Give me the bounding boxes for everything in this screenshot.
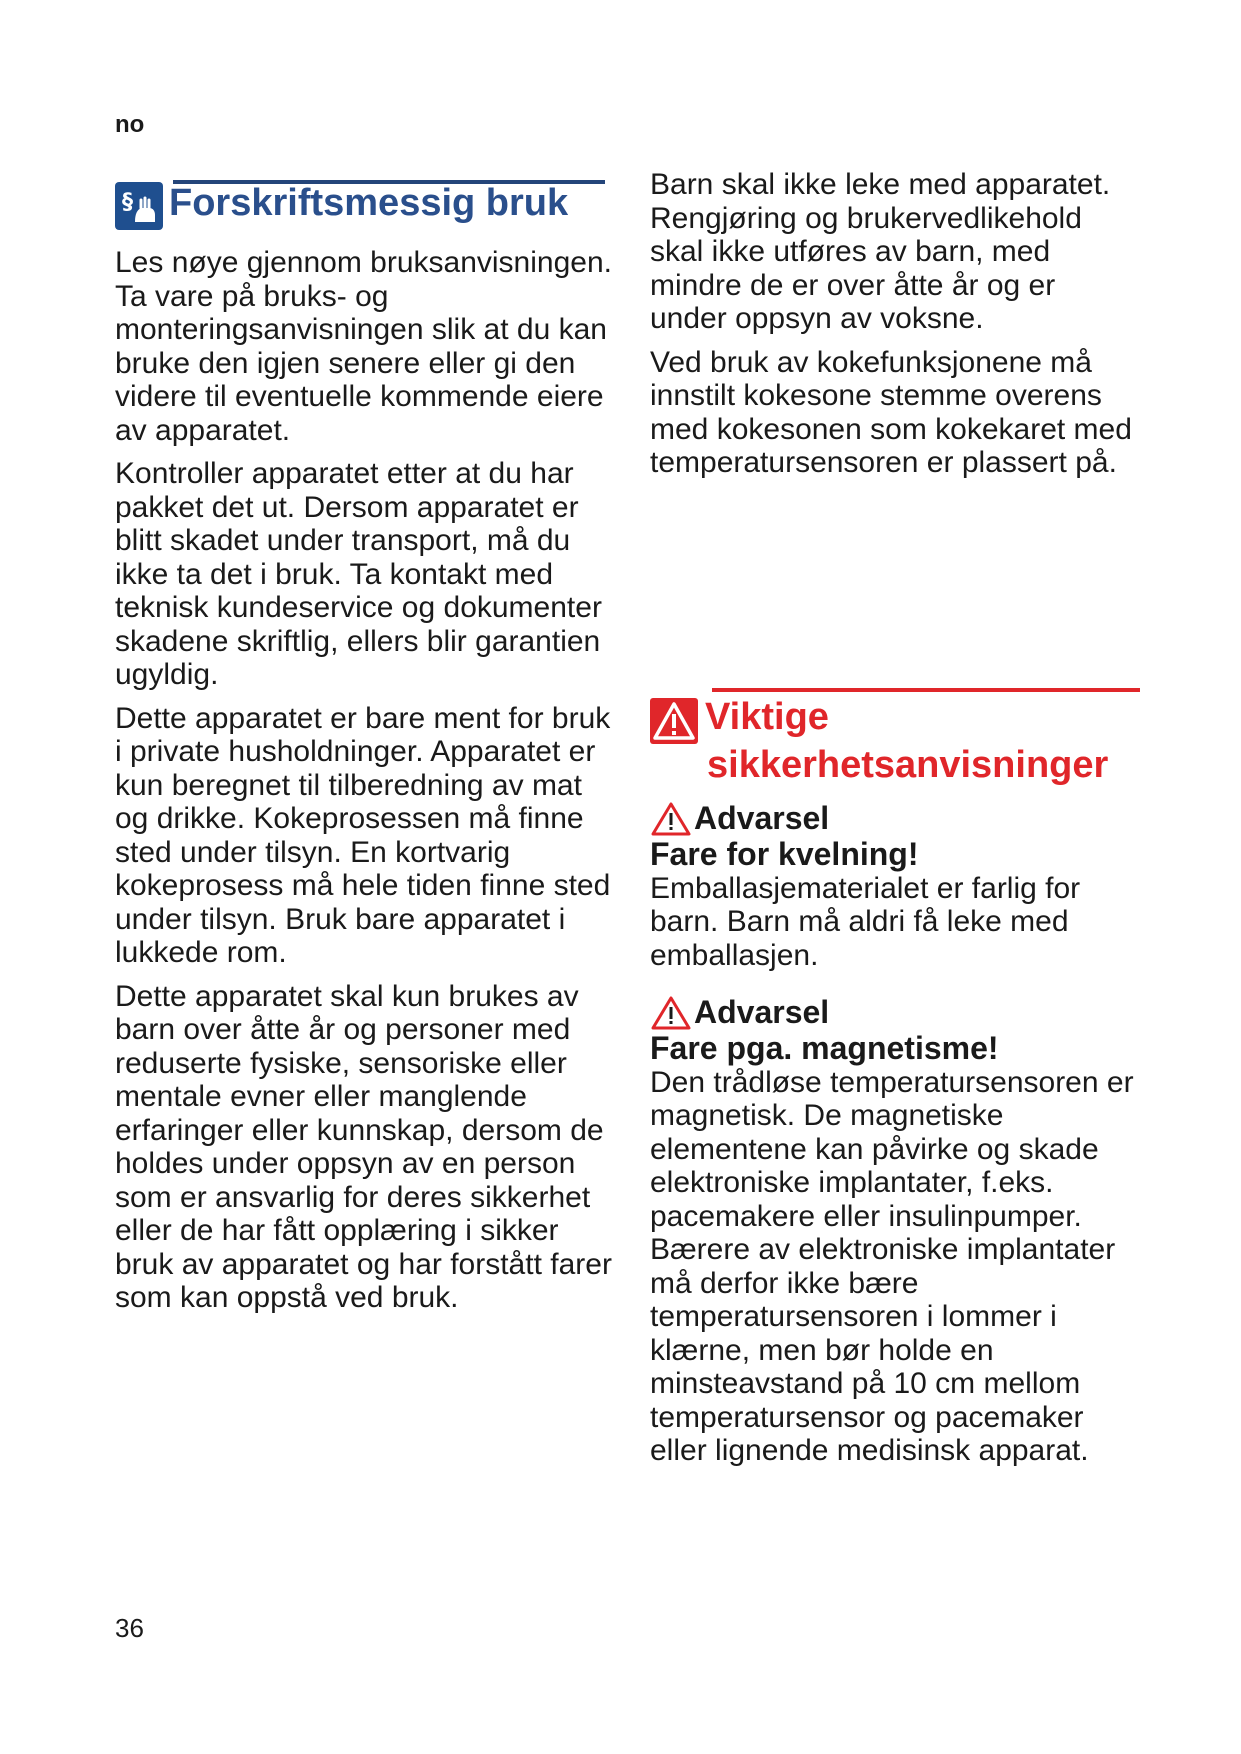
section-title: Forskriftsmessig bruk xyxy=(169,182,569,224)
regulation-hand-icon xyxy=(115,182,163,230)
right-column xyxy=(650,168,1140,490)
paragraph: Les nøye gjennom bruksanvisningen. Ta vare på bruks- og monteringsanvisningen slik at du kan bruke den igjen senere eller gi den videre til eventuelle kommende eiere av apparatet. xyxy=(115,246,612,447)
heading-rule xyxy=(712,688,1140,692)
paragraph: Dette apparatet er bare ment for bruk i private husholdninger. Apparatet er kun beregnet til tilberedning av mat og drikke. Kokeprosessen må finne sted under tilsyn. En kortvarig kokeprosess må hele tiden finne sted under tilsyn. Bruk bare apparatet i lukkede rom. xyxy=(115,701,611,969)
warning-block xyxy=(650,800,1140,972)
paragraph: Dette apparatet skal kun brukes av barn over åtte år og personer med reduserte fysiske, sensoriske eller mentale evner eller manglende erfaringer eller kunnskap, dersom de holdes under oppsyn av en person som er ansvarlig for deres sikkerhet eller de har fått opplæring i sikker bruk av apparatet og har forstått farer som kan oppstå ved bruk. xyxy=(115,979,612,1314)
warning-label: Advarsel xyxy=(694,994,830,1031)
section-heading-usage xyxy=(115,180,605,228)
warning-text: Den trådløse temperatursensoren er magnetisk. De magnetiske elementene kan påvirke og skade elektroniske implantater, f.eks. pacemakere eller insulinpumper. Bærere av elektroniske implantater må derfor ikke bære temperatursensoren i lommer i klærne, men bør holde en minsteavstand på 10 cm mellom temperatursensor og pacemaker eller lignende medisinsk apparat. xyxy=(650,1065,1134,1467)
warning-triangle-icon xyxy=(650,995,692,1031)
paragraph: Ved bruk av kokefunksjonene må innstilt kokesone stemme overens med kokesonen som kokekaret med temperatursensoren er plassert på. xyxy=(650,345,1132,479)
paragraph: Kontroller apparatet etter at du har pakket det ut. Dersom apparatet er blitt skadet under transport, må du ikke ta det i bruk. Ta kontakt med teknisk kundeservice og dokumenter skadene skriftlig, ellers blir garantien ugyldig. xyxy=(115,457,602,691)
svg-text:§: § xyxy=(122,190,133,215)
warning-header xyxy=(650,994,1140,1032)
warning-triangle-icon xyxy=(650,801,692,837)
warning-triangle-icon xyxy=(650,698,698,744)
section-title: sikkerhetsanvisninger xyxy=(707,744,1109,786)
section-title: Viktige xyxy=(705,696,829,738)
section-heading-safety xyxy=(650,688,1140,798)
warning-label: Advarsel xyxy=(694,800,830,837)
left-column xyxy=(115,246,615,1325)
warning-header xyxy=(650,800,1140,838)
language-code: no xyxy=(115,111,145,138)
paragraph: Barn skal ikke leke med apparatet. Rengjøring og brukervedlikehold skal ikke utføres av barn, med mindre de er over åtte år og er under oppsyn av voksne. xyxy=(650,168,1111,335)
warning-text: Emballasjematerialet er farlig for barn. Barn må aldri få leke med emballasjen. xyxy=(650,871,1081,972)
hazard-title: Fare pga. magnetisme! xyxy=(650,1030,999,1066)
warning-block xyxy=(650,994,1140,1468)
page-number: 36 xyxy=(115,1613,144,1643)
hazard-title: Fare for kvelning! xyxy=(650,836,919,872)
